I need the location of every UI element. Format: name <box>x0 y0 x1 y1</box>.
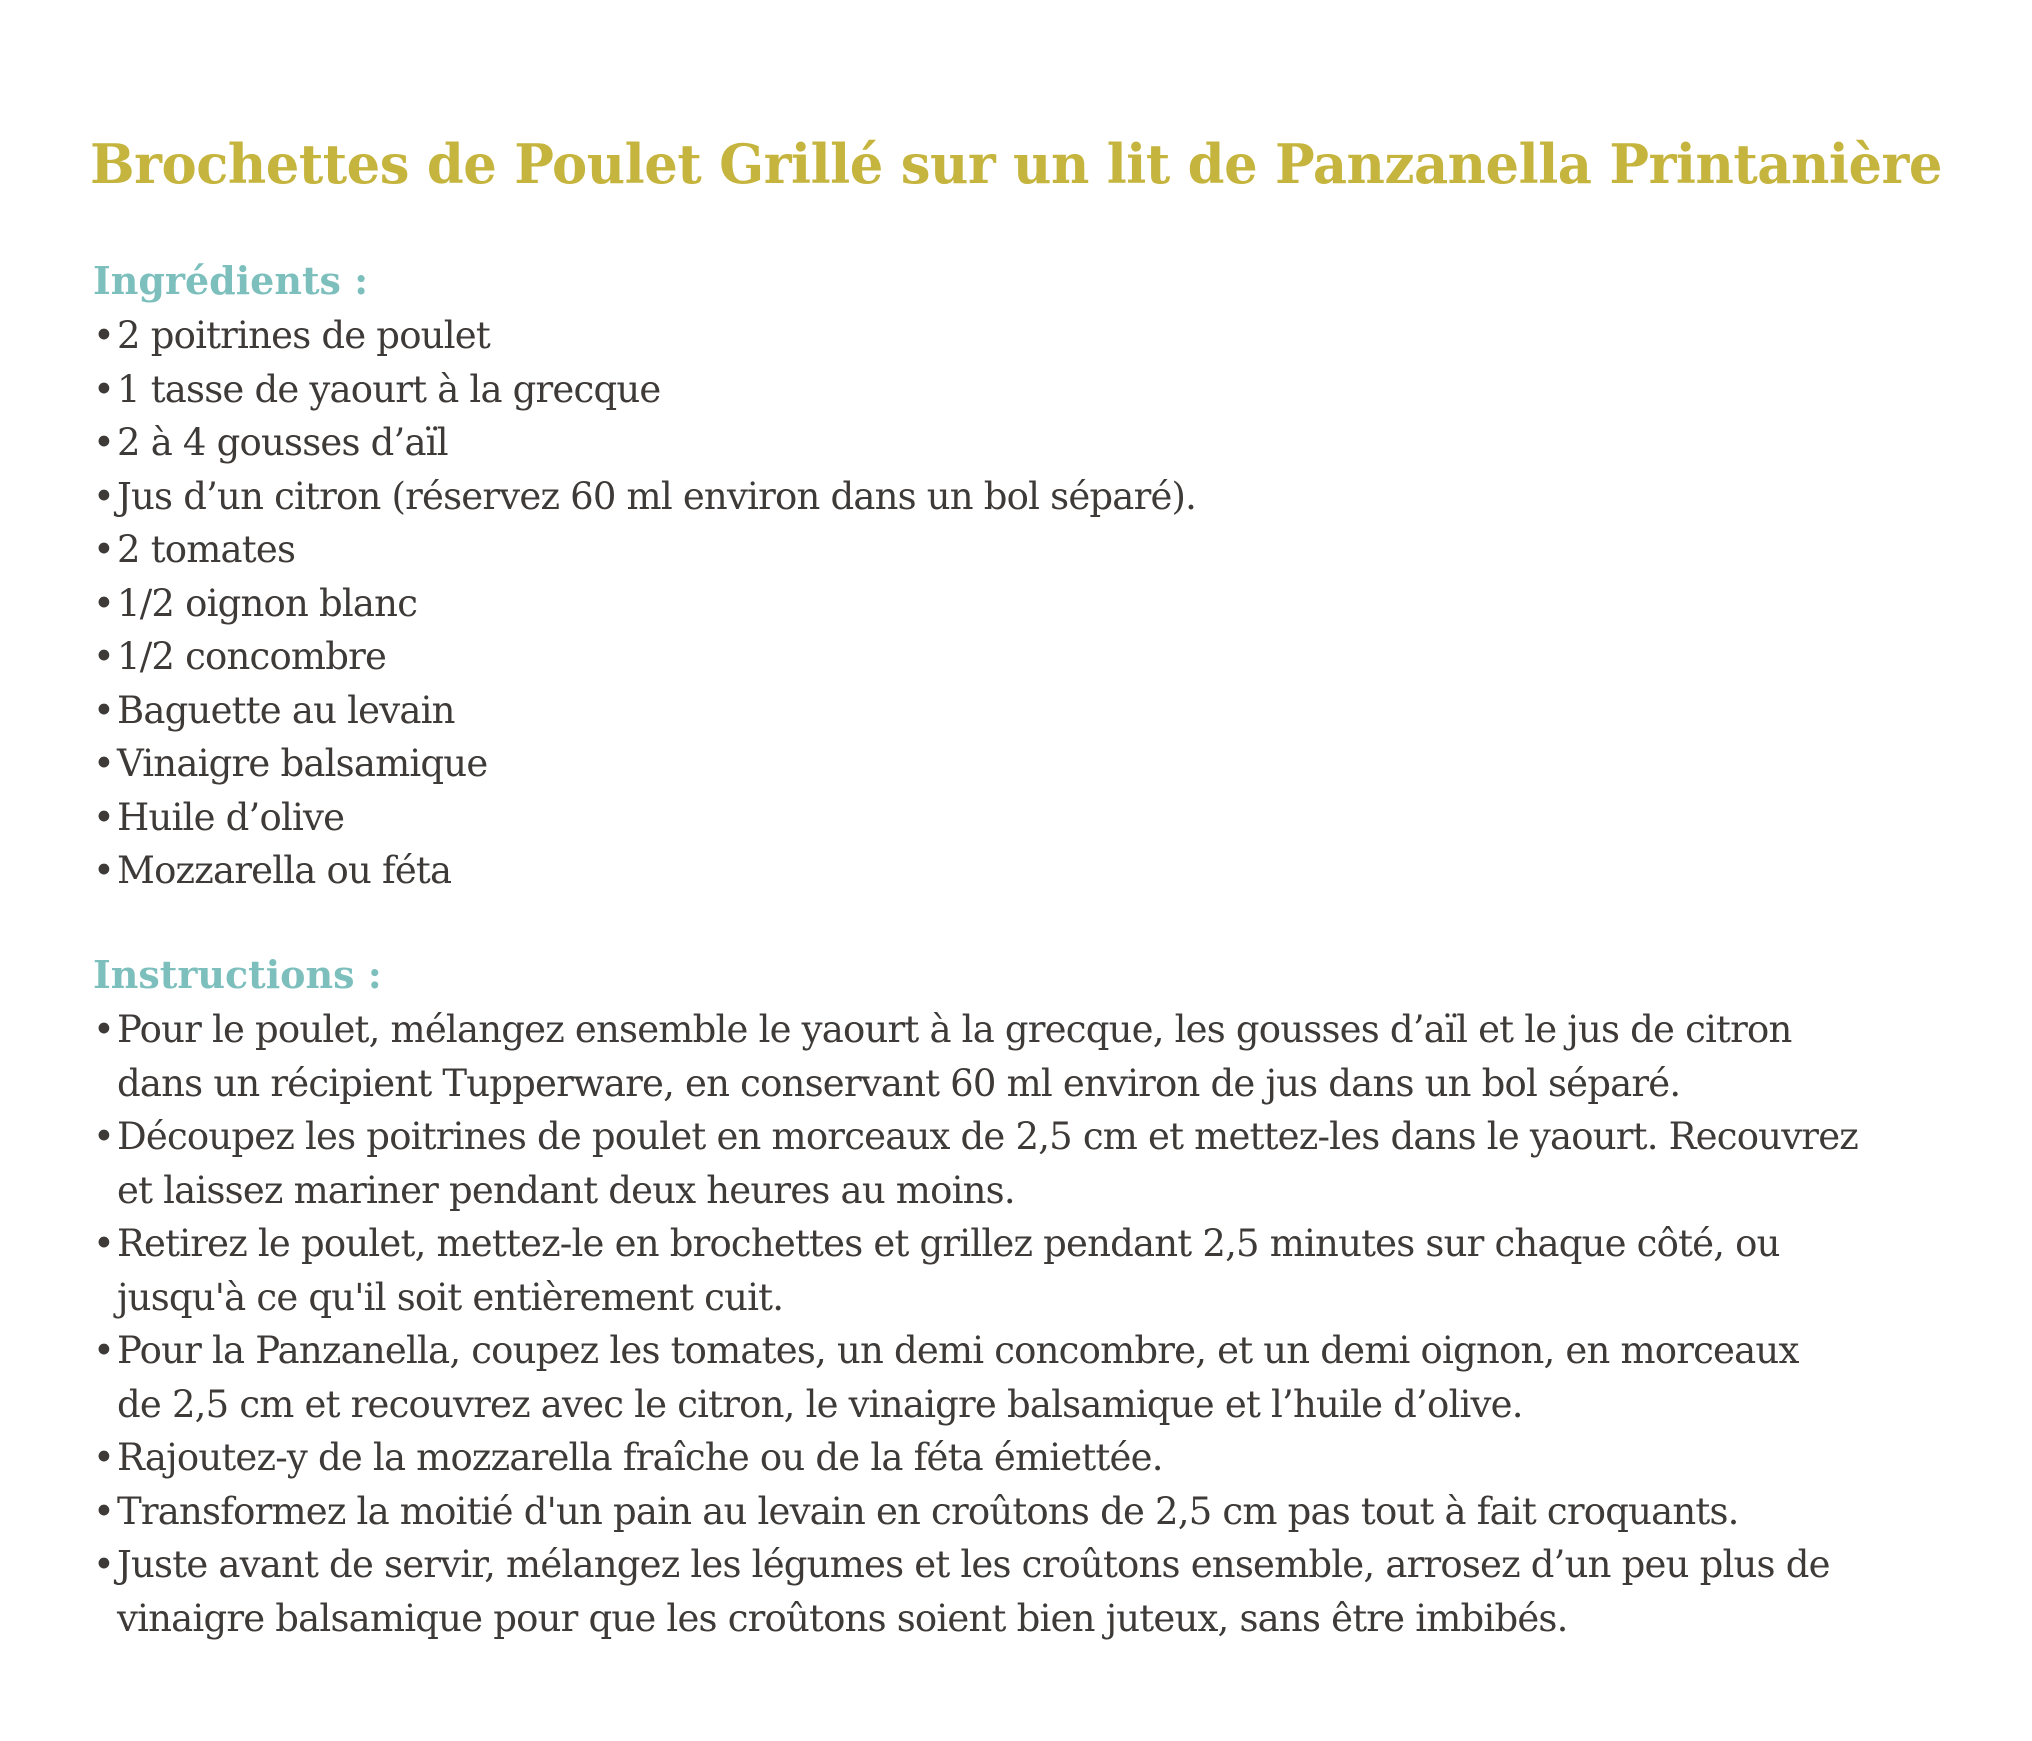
bullet-icon: • <box>93 1008 115 1051</box>
instruction-line: de 2,5 cm et recouvrez avec le citron, le vinaigre balsamique et l’huile d’olive. <box>117 1382 1523 1426</box>
list-item <box>93 523 1913 577</box>
list-item <box>93 684 1913 738</box>
list-item <box>93 1003 1963 1110</box>
ingredient-text: 1 tasse de yaourt à la grecque <box>117 367 661 411</box>
bullet-icon: • <box>93 635 115 678</box>
instruction-line: Rajoutez-y de la mozzarella fraîche ou de la féta émiettée. <box>117 1436 1163 1479</box>
ingredients-list <box>93 309 1913 898</box>
list-item <box>93 1431 1963 1485</box>
bullet-icon: • <box>93 528 115 571</box>
ingredients-heading: Ingrédients : <box>93 258 369 303</box>
bullet-icon: • <box>93 849 115 892</box>
bullet-icon: • <box>93 1222 115 1265</box>
bullet-icon: • <box>93 581 115 625</box>
list-item <box>93 1217 1963 1324</box>
instruction-line: Juste avant de servir, mélangez les légumes et les croûtons ensemble, arrosez d’un peu plus de <box>117 1543 1830 1586</box>
instruction-line: jusqu'à ce qu'il soit entièrement cuit. <box>117 1275 784 1319</box>
bullet-icon: • <box>93 1329 115 1372</box>
list-item <box>93 791 1913 845</box>
instruction-line: et laissez mariner pendant deux heures au moins. <box>117 1168 1015 1212</box>
list-item <box>93 1110 1963 1217</box>
bullet-icon: • <box>93 1543 115 1586</box>
list-item <box>93 630 1913 684</box>
bullet-icon: • <box>93 367 115 411</box>
ingredient-text: 2 tomates <box>117 528 296 571</box>
ingredient-text: Baguette au levain <box>117 688 455 732</box>
list-item <box>93 363 1913 417</box>
list-item <box>93 309 1913 363</box>
list-item <box>93 737 1913 791</box>
ingredient-text: 2 poitrines de poulet <box>117 314 490 357</box>
instruction-line: Retirez le poulet, mettez-le en brochettes et grillez pendant 2,5 minutes sur chaque côté, ou <box>117 1222 1780 1265</box>
bullet-icon: • <box>93 742 115 785</box>
bullet-icon: • <box>93 688 115 732</box>
bullet-icon: • <box>93 314 115 357</box>
instruction-line: dans un récipient Tupperware, en conservant 60 ml environ de jus dans un bol séparé. <box>117 1061 1681 1105</box>
bullet-icon: • <box>93 474 115 518</box>
instruction-line: Transformez la moitié d'un pain au levain en croûtons de 2,5 cm pas tout à fait croquants. <box>117 1489 1739 1533</box>
bullet-icon: • <box>93 1115 115 1158</box>
bullet-icon: • <box>93 795 115 839</box>
ingredient-text: Mozzarella ou féta <box>117 849 452 892</box>
list-item <box>93 1485 1963 1539</box>
ingredient-text: 1/2 concombre <box>117 635 387 678</box>
ingredient-text: 1/2 oignon blanc <box>117 581 418 625</box>
instruction-line: Pour le poulet, mélangez ensemble le yaourt à la grecque, les gousses d’aïl et le jus de citron <box>117 1008 1792 1051</box>
ingredient-text: Jus d’un citron (réservez 60 ml environ dans un bol séparé). <box>117 474 1197 518</box>
instructions-list <box>93 1003 1963 1645</box>
instruction-line: Pour la Panzanella, coupez les tomates, un demi concombre, et un demi oignon, en morceaux <box>117 1329 1799 1372</box>
list-item <box>93 416 1913 470</box>
list-item <box>93 577 1913 631</box>
list-item <box>93 844 1913 898</box>
ingredient-text: Huile d’olive <box>117 795 345 839</box>
instruction-line: vinaigre balsamique pour que les croûtons soient bien juteux, sans être imbibés. <box>117 1596 1568 1640</box>
list-item <box>93 1538 1963 1645</box>
list-item <box>93 1324 1963 1431</box>
instructions-heading: Instructions : <box>93 952 382 997</box>
ingredient-text: Vinaigre balsamique <box>117 742 488 785</box>
instruction-line: Découpez les poitrines de poulet en morceaux de 2,5 cm et mettez-les dans le yaourt. Recouvrez <box>117 1115 1858 1158</box>
ingredient-text: 2 à 4 gousses d’aïl <box>117 421 448 464</box>
bullet-icon: • <box>93 1436 115 1479</box>
bullet-icon: • <box>93 421 115 464</box>
recipe-title: Brochettes de Poulet Grillé sur un lit de Panzanella Printanière <box>90 132 1942 196</box>
bullet-icon: • <box>93 1489 115 1533</box>
list-item <box>93 470 1913 524</box>
